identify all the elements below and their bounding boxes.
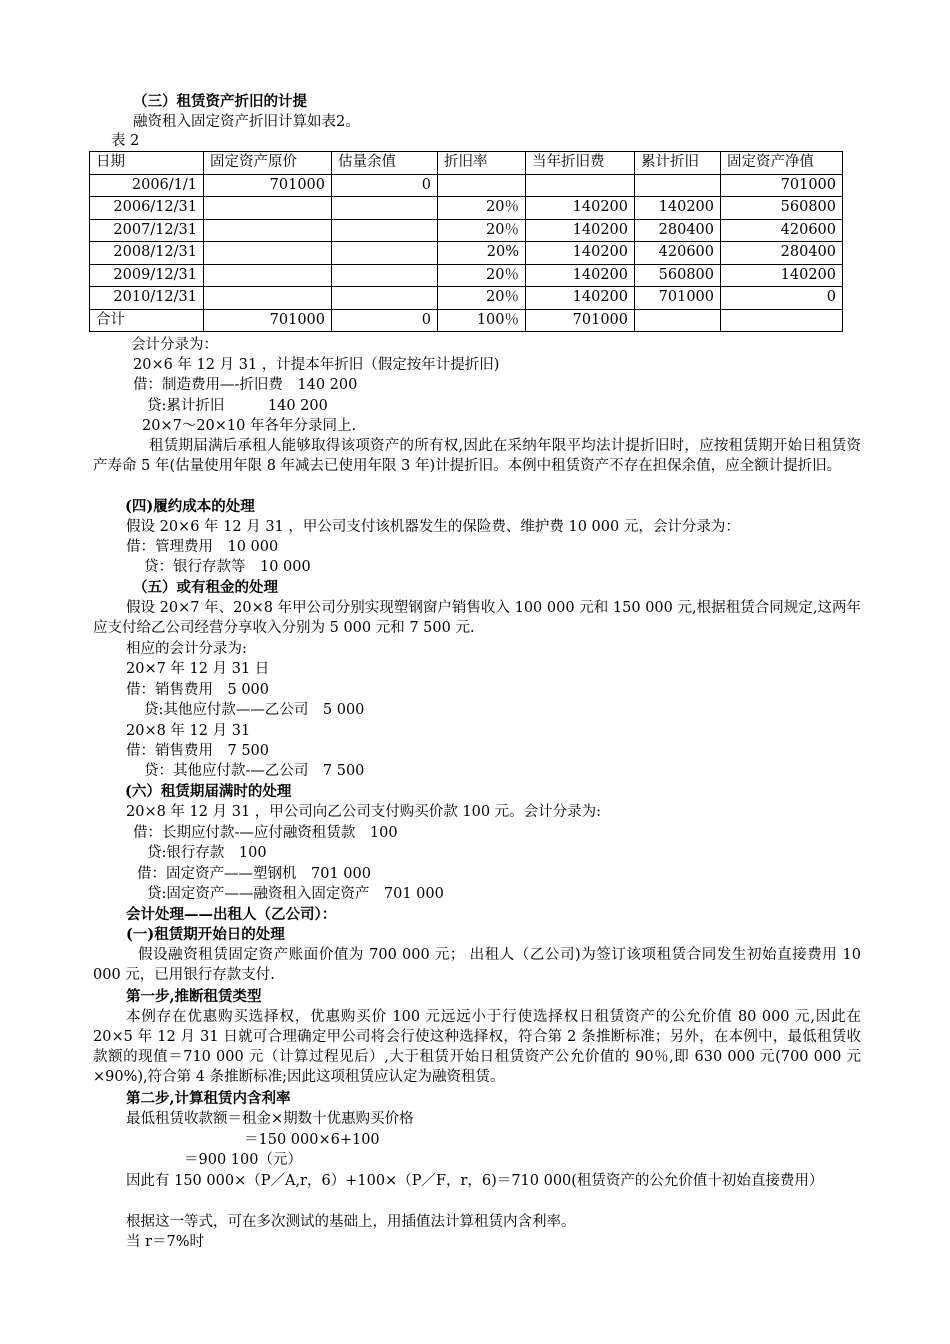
cell [332, 197, 438, 220]
text-line: 借：销售费用 5 000 [126, 682, 270, 698]
table-caption: 表 2 [111, 133, 140, 149]
text-line: 20×8 年 12 月 31 ，甲公司向乙公司支付购买价款 100 元。会计分录为: [126, 804, 602, 820]
cell: 701000 [721, 174, 843, 197]
paragraph: 因此有 150 000×（P／A,r，6）+100×（P／F，r，6)＝710 000(租赁资产的公允价值十初始直接费用） [126, 1173, 824, 1189]
header-date: 日期 [90, 152, 204, 175]
cell [204, 242, 332, 265]
text-line: ＝150 000×6+100 [244, 1132, 380, 1148]
cell [438, 174, 526, 197]
text-line: 贷:累计折旧 140 200 [147, 398, 328, 414]
header-original-value: 固定资产原价 [204, 152, 332, 175]
text-line: ＝900 100（元） [184, 1152, 302, 1168]
cell: 140200 [526, 242, 635, 265]
text-line: 贷:固定资产——融资租入固定资产 701 000 [147, 886, 444, 902]
cell [332, 287, 438, 310]
table-header-row [90, 152, 843, 175]
text-line: 借：销售费用 7 500 [126, 743, 270, 759]
cell: 140200 [526, 264, 635, 287]
paragraph: 假设 20×7 年、20×8 年甲公司分别实现塑钢窗户销售收入 100 000 元和 150 000 元,根据租赁合同规定,这两年应支付给乙公司经营分享收入分别为 5 000 元和 7 500 元. [93, 600, 861, 636]
cell: 560800 [721, 197, 843, 220]
cell [332, 219, 438, 242]
cell: 20% [438, 242, 526, 265]
cell: 420600 [721, 219, 843, 242]
cell [204, 219, 332, 242]
header-accumulated: 累计折旧 [635, 152, 721, 175]
section-heading: 会计处理——出租人（乙公司）： [126, 906, 337, 923]
cell: 2007/12/31 [90, 219, 204, 242]
text-line: 贷:银行存款 100 [147, 845, 267, 861]
cell: 100％ [438, 309, 526, 332]
cell: 140200 [526, 219, 635, 242]
text-line: 20×7 年 12 月 31 日 [126, 661, 270, 677]
text-line: 20×8 年 12 月 31 [126, 723, 251, 739]
cell: 20％ [438, 197, 526, 220]
paragraph: 假设融资租赁固定资产账面价值为 700 000 元； 出租人（乙公司)为签订该项租赁合同发生初始直接费用 10 000 元，已用银行存款支付. [93, 947, 861, 983]
cell: 合计 [90, 309, 204, 332]
table-row [90, 242, 843, 265]
section-heading: (四)履约成本的处理 [125, 498, 255, 515]
cell: 2006/1/1 [90, 174, 204, 197]
header-residual-value: 估量余值 [332, 152, 438, 175]
cell: 140200 [526, 287, 635, 310]
cell: 20％ [438, 264, 526, 287]
cell: 0 [332, 309, 438, 332]
intro-text: 融资租入固定资产折旧计算如表2。 [133, 114, 360, 130]
text-line: 当 r＝7%时 [126, 1234, 205, 1250]
cell: 140200 [721, 264, 843, 287]
text-line: 假设 20×6 年 12 月 31 ，甲公司支付该机器发生的保险费、维护费 10 000 元，会计分录为： [126, 519, 740, 535]
cell: 2008/12/31 [90, 242, 204, 265]
header-annual-depreciation: 当年折旧费 [526, 152, 635, 175]
cell [204, 264, 332, 287]
cell: 20％ [438, 287, 526, 310]
table-row [90, 287, 843, 310]
cell: 140200 [526, 197, 635, 220]
section-heading: (一)租赁期开始日的处理 [126, 926, 285, 943]
cell: 280400 [721, 242, 843, 265]
table-row [90, 219, 843, 242]
cell: 0 [332, 174, 438, 197]
table-row [90, 197, 843, 220]
text-line: 贷:其他应付款——乙公司 5 000 [144, 702, 365, 718]
cell [332, 264, 438, 287]
text-line: 20×7～20×10 年各年分录同上. [142, 418, 357, 434]
cell: 701000 [635, 287, 721, 310]
header-rate: 折旧率 [438, 152, 526, 175]
cell [526, 174, 635, 197]
text-line: 借：制造费用—-折旧费 140 200 [133, 377, 358, 393]
text-line: 会计分录为： [131, 337, 218, 353]
paragraph: 本例存在优惠购买选择权，优惠购买价 100 元远远小于行使选择权日租赁资产的公允价值 80 000 元,因此在 20×5 年 12 月 31 日就可合理确定甲公司将会行使这种选择权，符合第 2 条推断标准；另外，在本例中，最低租赁收款额的现值＝710 000 元（计算过程见后）,大于租赁开始日租赁资产公允价值的 90％,即 630 000 元(700 000 元×90%),符合第 4 条推断标准;因此这项租赁应认定为融资租赁。 [93, 1009, 861, 1085]
depreciation-table [89, 151, 843, 332]
text-line: 根据这一等式，可在多次测试的基础上，用插值法计算租赁内含利率。 [126, 1214, 576, 1230]
section-heading: 第一步,推断租赁类型 [126, 988, 262, 1005]
section-heading: 第二步,计算租赁内含利率 [126, 1090, 291, 1107]
section-heading-depreciation: （三）租赁资产折旧的计提 [133, 93, 307, 110]
header-net-value: 固定资产净值 [721, 152, 843, 175]
cell [204, 287, 332, 310]
cell [635, 174, 721, 197]
cell: 2009/12/31 [90, 264, 204, 287]
cell: 420600 [635, 242, 721, 265]
cell: 701000 [204, 309, 332, 332]
cell: 560800 [635, 264, 721, 287]
text-line: 相应的会计分录为: [126, 641, 247, 657]
text-line: 借：管理费用 10 000 [126, 539, 279, 555]
section-heading: (六）租赁期届满时的处理 [125, 783, 292, 800]
cell: 2006/12/31 [90, 197, 204, 220]
cell [635, 309, 721, 332]
table-row [90, 174, 843, 197]
cell: 2010/12/31 [90, 287, 204, 310]
cell: 0 [721, 287, 843, 310]
cell: 20％ [438, 219, 526, 242]
cell [332, 242, 438, 265]
cell: 701000 [204, 174, 332, 197]
cell: 701000 [526, 309, 635, 332]
table-row [90, 264, 843, 287]
section-heading: （五）或有租金的处理 [133, 579, 278, 596]
text-line: 借：固定资产——塑钢机 701 000 [137, 866, 371, 882]
cell [204, 197, 332, 220]
cell: 280400 [635, 219, 721, 242]
text-line: 贷：银行存款等 10 000 [144, 559, 311, 575]
text-line: 借：长期应付款-—应付融资租赁款 100 [133, 825, 398, 841]
table-total-row [90, 309, 843, 332]
text-line: 贷：其他应付款-—乙公司 7 500 [144, 763, 365, 779]
text-line: 最低租赁收款额＝租金×期数十优惠购买价格 [126, 1111, 414, 1127]
paragraph: 租赁期届满后承租人能够取得该项资产的所有权,因此在采纳年限平均法计提折旧时，应按租赁期开始日租赁资产寿命 5 年(估量使用年限 8 年减去已使用年限 3 年)计提折旧。本例中租赁资产不存在担保余值，应全额计提折旧。 [93, 438, 861, 474]
text-line: 20×6 年 12 月 31 ，计提本年折旧（假定按年计提折旧) [133, 357, 500, 373]
cell: 140200 [635, 197, 721, 220]
cell [721, 309, 843, 332]
